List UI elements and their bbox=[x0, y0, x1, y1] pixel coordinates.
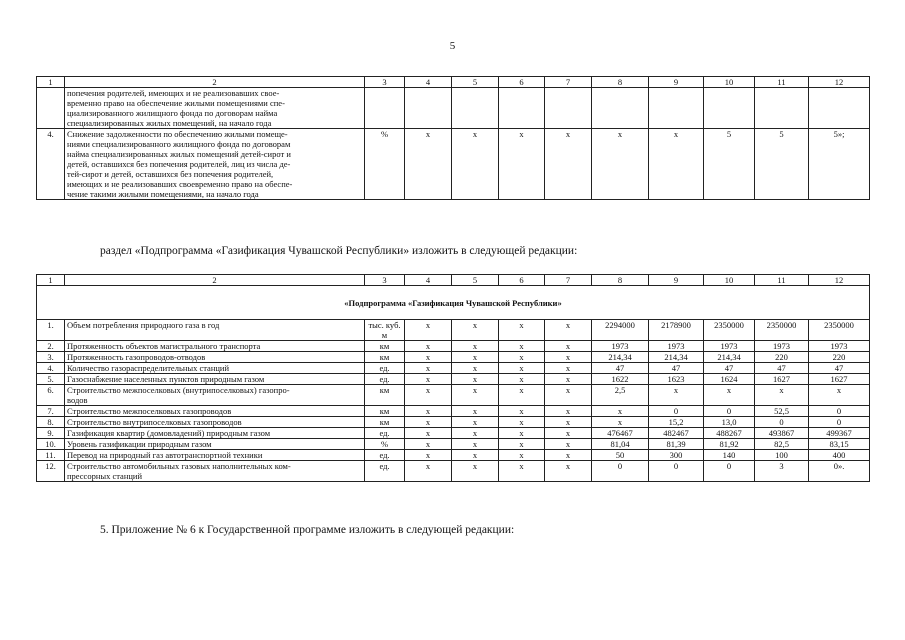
col-header: 4 bbox=[405, 77, 452, 88]
row-value: x bbox=[545, 461, 592, 482]
row-value bbox=[499, 88, 545, 129]
row-unit: % bbox=[365, 129, 405, 200]
row-value: x bbox=[545, 341, 592, 352]
row-value: x bbox=[452, 374, 499, 385]
row-number: 3. bbox=[37, 352, 65, 363]
table-row bbox=[37, 352, 870, 363]
row-value: 0 bbox=[755, 417, 809, 428]
instruction-paragraph: 5. Приложение № 6 к Государственной программе изложить в следующей редакции: bbox=[100, 524, 515, 536]
row-value: x bbox=[452, 363, 499, 374]
row-description: Протяженность объектов магистрального транспорта bbox=[65, 341, 365, 352]
row-value: 1973 bbox=[592, 341, 649, 352]
row-value: 300 bbox=[649, 450, 704, 461]
row-value: x bbox=[405, 320, 452, 341]
col-header: 10 bbox=[704, 77, 755, 88]
row-description: Объем потребления природного газа в год bbox=[65, 320, 365, 341]
row-value: 47 bbox=[592, 363, 649, 374]
row-value: x bbox=[755, 385, 809, 406]
row-value: 2350000 bbox=[809, 320, 870, 341]
row-value: 0 bbox=[809, 417, 870, 428]
row-number: 2. bbox=[37, 341, 65, 352]
row-value: 2178900 bbox=[649, 320, 704, 341]
row-value: x bbox=[499, 341, 545, 352]
row-value: x bbox=[592, 129, 649, 200]
row-value: 1973 bbox=[755, 341, 809, 352]
row-value: x bbox=[452, 129, 499, 200]
row-description: Перевод на природный газ автотранспортной техники bbox=[65, 450, 365, 461]
row-value: 488267 bbox=[704, 428, 755, 439]
row-number: 9. bbox=[37, 428, 65, 439]
row-number: 4. bbox=[37, 129, 65, 200]
row-value: x bbox=[499, 363, 545, 374]
row-value: 5 bbox=[704, 129, 755, 200]
col-header: 1 bbox=[37, 275, 65, 286]
row-value: x bbox=[452, 385, 499, 406]
row-unit: км bbox=[365, 417, 405, 428]
table-header-row bbox=[37, 77, 870, 88]
col-header: 9 bbox=[649, 77, 704, 88]
row-value: 1624 bbox=[704, 374, 755, 385]
row-value: 47 bbox=[704, 363, 755, 374]
row-value: 1973 bbox=[809, 341, 870, 352]
row-description: Строительство автомобильных газовых наполнительных ком- прессорных станций bbox=[65, 461, 365, 482]
row-number: 4. bbox=[37, 363, 65, 374]
row-value: 476467 bbox=[592, 428, 649, 439]
row-value: 47 bbox=[649, 363, 704, 374]
row-value: x bbox=[499, 461, 545, 482]
subprogram-title: «Подпрограмма «Газификация Чувашской Республики» bbox=[37, 286, 870, 320]
row-description: попечения родителей, имеющих и не реализовавших свое- временно право на обеспечение жилыми помещениями спе- циализированного жилищного фонда по договорам найма специализированных жилых помещений, на начало года bbox=[65, 88, 365, 129]
row-value: x bbox=[452, 439, 499, 450]
row-number bbox=[37, 88, 65, 129]
section-title-row bbox=[37, 286, 870, 320]
col-header: 2 bbox=[65, 77, 365, 88]
table-row bbox=[37, 374, 870, 385]
row-value: x bbox=[545, 352, 592, 363]
row-value: 50 bbox=[592, 450, 649, 461]
row-value: 2294000 bbox=[592, 320, 649, 341]
row-value: 3 bbox=[755, 461, 809, 482]
row-number: 6. bbox=[37, 385, 65, 406]
row-value: 214,34 bbox=[704, 352, 755, 363]
row-unit bbox=[365, 88, 405, 129]
row-unit: тыс. куб. м bbox=[365, 320, 405, 341]
table-row bbox=[37, 461, 870, 482]
row-description: Строительство межпоселковых газопроводов bbox=[65, 406, 365, 417]
col-header: 12 bbox=[809, 275, 870, 286]
col-header: 10 bbox=[704, 275, 755, 286]
row-value: 0 bbox=[704, 406, 755, 417]
row-value: 214,34 bbox=[592, 352, 649, 363]
row-value: 1973 bbox=[704, 341, 755, 352]
row-unit: ед. bbox=[365, 374, 405, 385]
col-header: 12 bbox=[809, 77, 870, 88]
row-value: x bbox=[545, 374, 592, 385]
row-value: 220 bbox=[755, 352, 809, 363]
row-description: Газоснабжение населенных пунктов природным газом bbox=[65, 374, 365, 385]
row-value: 52,5 bbox=[755, 406, 809, 417]
row-value bbox=[809, 88, 870, 129]
col-header: 8 bbox=[592, 275, 649, 286]
row-value: x bbox=[405, 363, 452, 374]
row-unit: ед. bbox=[365, 363, 405, 374]
col-header: 11 bbox=[755, 77, 809, 88]
col-header: 6 bbox=[499, 275, 545, 286]
row-value: x bbox=[499, 352, 545, 363]
row-value: 1627 bbox=[809, 374, 870, 385]
row-description: Уровень газификации природным газом bbox=[65, 439, 365, 450]
row-value: 47 bbox=[755, 363, 809, 374]
row-value: 15,2 bbox=[649, 417, 704, 428]
row-number: 1. bbox=[37, 320, 65, 341]
col-header: 5 bbox=[452, 275, 499, 286]
row-value: x bbox=[545, 428, 592, 439]
indicators-table-continued bbox=[36, 76, 870, 200]
row-number: 10. bbox=[37, 439, 65, 450]
row-value: x bbox=[405, 417, 452, 428]
row-value: 2350000 bbox=[755, 320, 809, 341]
row-value: 2,5 bbox=[592, 385, 649, 406]
row-value: 81,39 bbox=[649, 439, 704, 450]
row-number: 8. bbox=[37, 417, 65, 428]
row-value bbox=[545, 88, 592, 129]
col-header: 9 bbox=[649, 275, 704, 286]
row-value: 482467 bbox=[649, 428, 704, 439]
row-value: 82,5 bbox=[755, 439, 809, 450]
row-value: x bbox=[405, 129, 452, 200]
col-header: 2 bbox=[65, 275, 365, 286]
row-number: 12. bbox=[37, 461, 65, 482]
row-value: x bbox=[405, 352, 452, 363]
row-value: x bbox=[499, 385, 545, 406]
row-value: 0 bbox=[592, 461, 649, 482]
row-value: 400 bbox=[809, 450, 870, 461]
table-row bbox=[37, 363, 870, 374]
instruction-paragraph: раздел «Подпрограмма «Газификация Чувашской Республики» изложить в следующей редакции: bbox=[100, 245, 578, 257]
row-value: 0 bbox=[809, 406, 870, 417]
row-value: 5»; bbox=[809, 129, 870, 200]
row-value: 140 bbox=[704, 450, 755, 461]
col-header: 11 bbox=[755, 275, 809, 286]
row-value: x bbox=[499, 439, 545, 450]
table-row bbox=[37, 450, 870, 461]
row-description: Строительство межпоселковых (внутрипоселковых) газопро- водов bbox=[65, 385, 365, 406]
row-value: 0». bbox=[809, 461, 870, 482]
table-row bbox=[37, 428, 870, 439]
row-value: 81,92 bbox=[704, 439, 755, 450]
row-value: 499367 bbox=[809, 428, 870, 439]
row-value bbox=[755, 88, 809, 129]
row-value: x bbox=[545, 406, 592, 417]
table-row bbox=[37, 341, 870, 352]
table-row bbox=[37, 320, 870, 341]
col-header: 6 bbox=[499, 77, 545, 88]
row-description: Протяженность газопроводов-отводов bbox=[65, 352, 365, 363]
col-header: 4 bbox=[405, 275, 452, 286]
row-value: x bbox=[545, 385, 592, 406]
row-number: 7. bbox=[37, 406, 65, 417]
row-value: x bbox=[649, 129, 704, 200]
row-value: x bbox=[452, 352, 499, 363]
row-value: x bbox=[545, 129, 592, 200]
row-value: 5 bbox=[755, 129, 809, 200]
row-value: 0 bbox=[704, 461, 755, 482]
row-value: 1973 bbox=[649, 341, 704, 352]
table-row bbox=[37, 439, 870, 450]
row-value: x bbox=[545, 439, 592, 450]
row-value: x bbox=[499, 406, 545, 417]
row-description: Снижение задолженности по обеспечению жилыми помеще- ниями специализированного жилищного фонда по договорам найма специализированных жилых помещений детей-сирот и детей, оставшихся без попечения родителей, лиц из числа де- тей-сирот и детей, оставшихся без попечения родителей, имеющих и не реализовавших своевременно право на обеспе- чение такими жилыми помещениями, на начало года bbox=[65, 129, 365, 200]
row-value bbox=[704, 88, 755, 129]
table-row bbox=[37, 406, 870, 417]
row-value: 47 bbox=[809, 363, 870, 374]
table-row bbox=[37, 385, 870, 406]
row-unit: км bbox=[365, 352, 405, 363]
row-description: Газификация квартир (домовладений) природным газом bbox=[65, 428, 365, 439]
row-unit: ед. bbox=[365, 461, 405, 482]
row-value: x bbox=[405, 406, 452, 417]
row-value: x bbox=[405, 385, 452, 406]
row-value: 214,34 bbox=[649, 352, 704, 363]
row-value: 83,15 bbox=[809, 439, 870, 450]
row-unit: ед. bbox=[365, 450, 405, 461]
row-value bbox=[592, 88, 649, 129]
row-unit: % bbox=[365, 439, 405, 450]
row-value: x bbox=[452, 320, 499, 341]
col-header: 1 bbox=[37, 77, 65, 88]
gasification-indicators-table bbox=[36, 274, 870, 482]
row-value: 13,0 bbox=[704, 417, 755, 428]
row-number: 5. bbox=[37, 374, 65, 385]
row-value: x bbox=[545, 450, 592, 461]
row-unit: км bbox=[365, 341, 405, 352]
row-value: 1623 bbox=[649, 374, 704, 385]
row-value: 81,04 bbox=[592, 439, 649, 450]
row-value: x bbox=[452, 461, 499, 482]
col-header: 3 bbox=[365, 275, 405, 286]
row-number: 11. bbox=[37, 450, 65, 461]
row-value: 100 bbox=[755, 450, 809, 461]
row-value: 1622 bbox=[592, 374, 649, 385]
row-value: 2350000 bbox=[704, 320, 755, 341]
row-value: 220 bbox=[809, 352, 870, 363]
row-value: x bbox=[452, 450, 499, 461]
row-value: x bbox=[499, 129, 545, 200]
row-value: x bbox=[452, 417, 499, 428]
row-value: 1627 bbox=[755, 374, 809, 385]
col-header: 3 bbox=[365, 77, 405, 88]
row-value: x bbox=[545, 417, 592, 428]
row-value: x bbox=[452, 406, 499, 417]
row-value: x bbox=[809, 385, 870, 406]
row-value: x bbox=[405, 374, 452, 385]
row-value: x bbox=[704, 385, 755, 406]
row-value: x bbox=[499, 417, 545, 428]
row-value: x bbox=[405, 450, 452, 461]
row-value: x bbox=[649, 385, 704, 406]
row-value: 0 bbox=[649, 461, 704, 482]
row-value: x bbox=[499, 374, 545, 385]
row-value: x bbox=[499, 428, 545, 439]
row-value bbox=[452, 88, 499, 129]
row-value: x bbox=[405, 439, 452, 450]
col-header: 5 bbox=[452, 77, 499, 88]
col-header: 8 bbox=[592, 77, 649, 88]
row-value bbox=[649, 88, 704, 129]
row-value: 493867 bbox=[755, 428, 809, 439]
row-value: x bbox=[452, 341, 499, 352]
row-value bbox=[405, 88, 452, 129]
col-header: 7 bbox=[545, 77, 592, 88]
row-value: x bbox=[499, 450, 545, 461]
row-value: x bbox=[405, 461, 452, 482]
table-header-row bbox=[37, 275, 870, 286]
row-description: Строительство внутрипоселковых газопроводов bbox=[65, 417, 365, 428]
row-unit: км bbox=[365, 406, 405, 417]
page-number: 5 bbox=[449, 40, 456, 52]
row-value: x bbox=[545, 363, 592, 374]
table-row bbox=[37, 88, 870, 129]
table-row bbox=[37, 417, 870, 428]
table-row bbox=[37, 129, 870, 200]
row-value: x bbox=[405, 341, 452, 352]
row-value: x bbox=[592, 417, 649, 428]
row-value: x bbox=[405, 428, 452, 439]
row-unit: км bbox=[365, 385, 405, 406]
row-description: Количество газораспределительных станций bbox=[65, 363, 365, 374]
col-header: 7 bbox=[545, 275, 592, 286]
row-value: x bbox=[452, 428, 499, 439]
row-value: x bbox=[592, 406, 649, 417]
row-unit: ед. bbox=[365, 428, 405, 439]
row-value: x bbox=[499, 320, 545, 341]
row-value: x bbox=[545, 320, 592, 341]
row-value: 0 bbox=[649, 406, 704, 417]
